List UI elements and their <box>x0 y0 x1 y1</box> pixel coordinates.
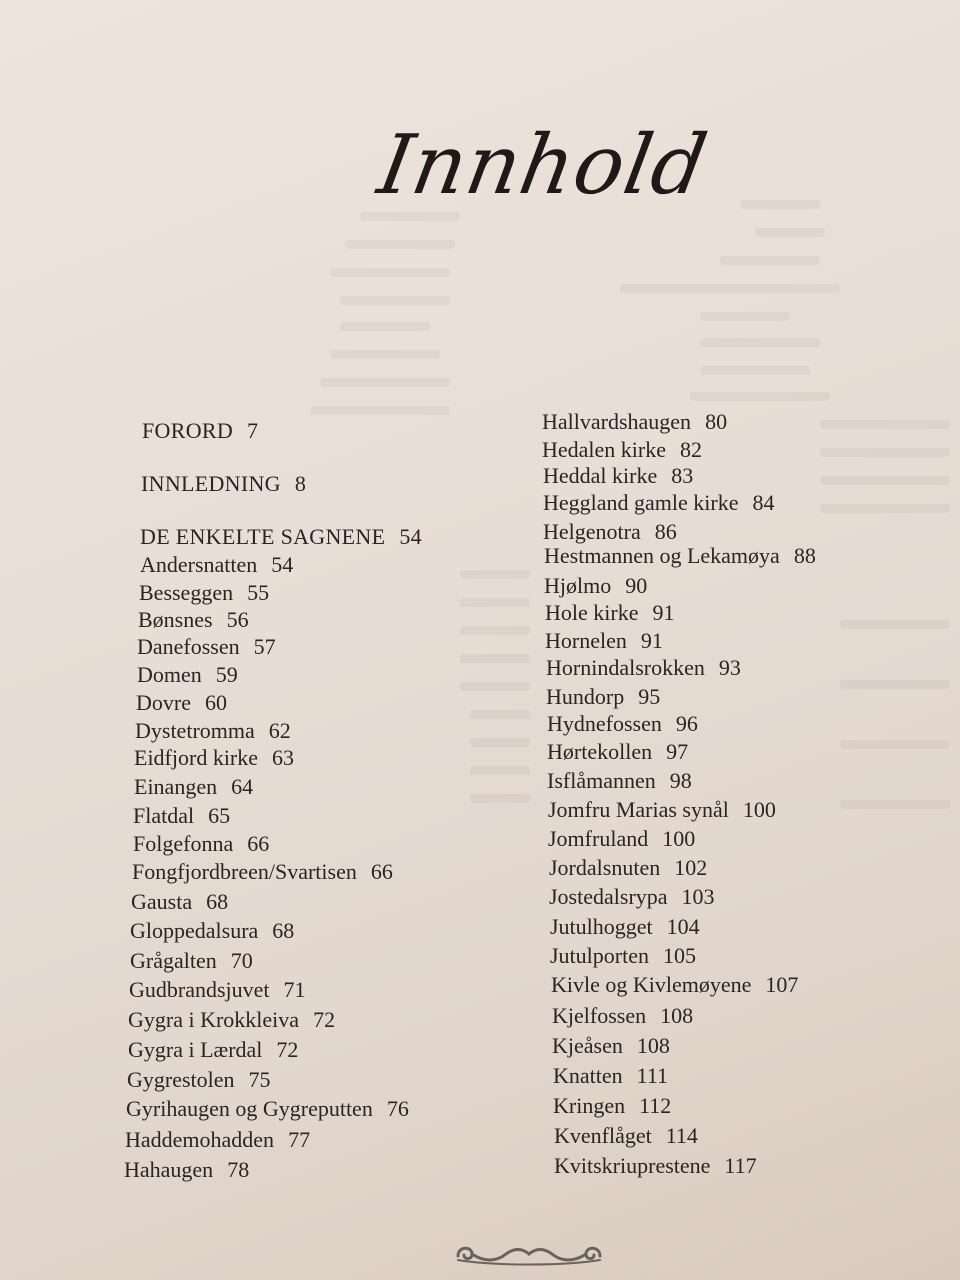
toc-entry-page: 64 <box>231 774 254 799</box>
toc-entry-label: Hundorp <box>546 684 625 709</box>
toc-entry-page: 54 <box>271 552 294 577</box>
toc-entry-page: 63 <box>272 745 295 770</box>
toc-entry-label: Isflåmannen <box>547 768 656 793</box>
toc-entry-label: Knatten <box>553 1063 623 1088</box>
toc-entry <box>545 630 663 652</box>
toc-entry-label: Kvitskriuprestene <box>554 1153 711 1178</box>
toc-entry-page: 77 <box>288 1127 311 1152</box>
toc-entry <box>547 741 688 763</box>
toc-entry <box>137 636 276 658</box>
toc-entry-label: Heggland gamle kirke <box>543 490 739 515</box>
toc-entry-page: 88 <box>793 543 816 568</box>
toc-entry-label: Heddal kirke <box>543 463 658 488</box>
toc-entry-page: 80 <box>705 409 728 434</box>
toc-entry-label: Hahaugen <box>124 1157 214 1182</box>
toc-entry <box>551 974 798 996</box>
toc-entry <box>547 713 698 735</box>
toc-entry <box>554 1125 698 1147</box>
toc-entry-page: 75 <box>248 1067 271 1092</box>
toc-section-page: 8 <box>294 471 307 496</box>
toc-entry <box>133 833 269 855</box>
toc-entry-label: Helgenotra <box>543 519 641 544</box>
toc-entry-label: Gausta <box>131 889 193 914</box>
toc-entry-page: 57 <box>253 634 276 659</box>
toc-entry <box>548 799 776 821</box>
toc-entry-page: 103 <box>681 884 715 909</box>
toc-entry-label: Besseggen <box>139 580 234 605</box>
toc-entry <box>547 770 692 792</box>
toc-entry-page: 72 <box>276 1037 299 1062</box>
toc-section <box>142 420 258 442</box>
toc-entry <box>552 1005 693 1027</box>
toc-entry <box>129 979 306 1001</box>
toc-entry <box>130 920 294 942</box>
toc-entry <box>128 1039 298 1061</box>
toc-entry-label: Gudbrandsjuvet <box>129 977 270 1002</box>
toc-entry-page: 91 <box>640 628 663 653</box>
toc-entry-page: 111 <box>636 1063 669 1088</box>
toc-entry <box>128 1009 335 1031</box>
toc-entry-page: 71 <box>283 977 306 1002</box>
toc-entry-label: Hestmannen og Lekamøya <box>544 543 780 568</box>
toc-entry-page: 65 <box>208 803 231 828</box>
scroll-flourish-icon <box>454 1238 604 1268</box>
toc-entry <box>544 545 816 567</box>
toc-entry <box>127 1069 271 1091</box>
toc-entry-label: Kvenflåget <box>554 1123 652 1148</box>
toc-entry-label: Grågalten <box>130 948 217 973</box>
toc-entry-page: 114 <box>665 1123 698 1148</box>
toc-entry-page: 91 <box>652 600 675 625</box>
toc-entry <box>549 886 715 908</box>
toc-entry-page: 108 <box>660 1003 694 1028</box>
toc-entry-page: 78 <box>227 1157 250 1182</box>
toc-entry-label: Hedalen kirke <box>542 437 666 462</box>
toc-entry-page: 98 <box>669 768 692 793</box>
toc-entry <box>134 776 253 798</box>
toc-entry-label: Jomfru Marias synål <box>548 797 729 822</box>
toc-entry-page: 107 <box>765 972 799 997</box>
toc-entry-label: Haddemohadden <box>125 1127 275 1152</box>
toc-entry-page: 105 <box>663 943 696 968</box>
toc-entry <box>130 950 253 972</box>
toc-entry <box>542 411 727 433</box>
toc-entry <box>138 609 249 631</box>
toc-section-label: INNLEDNING <box>141 471 281 496</box>
toc-entry-label: Hallvardshaugen <box>542 409 692 434</box>
toc-section-label: FORORD <box>142 418 234 443</box>
toc-entry-page: 66 <box>370 859 393 884</box>
toc-entry-page: 112 <box>639 1093 672 1118</box>
toc-entry-label: Kjeåsen <box>552 1033 623 1058</box>
toc-entry <box>550 916 700 938</box>
toc-entry-label: Dystetromma <box>135 718 255 743</box>
toc-entry <box>126 1098 409 1120</box>
toc-entry-label: Folgefonna <box>133 831 234 856</box>
toc-entry <box>553 1095 671 1117</box>
toc-entry <box>550 945 696 967</box>
toc-entry-label: Bønsnes <box>138 607 213 632</box>
toc-entry-label: Domen <box>137 662 202 687</box>
toc-entry-page: 56 <box>226 607 249 632</box>
toc-entry-label: Hørtekollen <box>547 739 653 764</box>
toc-entry <box>137 664 238 686</box>
toc-section-page: 54 <box>399 524 422 549</box>
toc-entry-page: 59 <box>215 662 238 687</box>
toc-entry-page: 82 <box>680 437 702 462</box>
toc-entry-page: 102 <box>674 855 708 880</box>
toc-entry <box>552 1035 670 1057</box>
toc-entry-page: 86 <box>654 519 677 544</box>
toc-entry <box>543 465 693 487</box>
toc-entry <box>125 1129 310 1151</box>
toc-entry <box>543 521 677 543</box>
toc-entry-page: 62 <box>268 718 291 743</box>
toc-entry-label: Kringen <box>553 1093 626 1118</box>
toc-entry-page: 100 <box>662 826 696 851</box>
toc-entry-label: Andersnatten <box>140 552 258 577</box>
toc-entry-label: Hydnefossen <box>547 711 662 736</box>
toc-entry-page: 97 <box>666 739 689 764</box>
toc-entry <box>124 1159 249 1181</box>
toc-entry <box>134 747 294 769</box>
toc-entry-label: Einangen <box>134 774 218 799</box>
toc-entry <box>544 575 647 597</box>
toc-section <box>140 526 422 548</box>
toc-entry <box>548 828 695 850</box>
toc-entry <box>553 1065 668 1087</box>
toc-entry <box>543 492 775 514</box>
toc-entry <box>546 657 741 679</box>
toc-entry-page: 76 <box>386 1096 409 1121</box>
toc-entry-label: Fongfjordbreen/Svartisen <box>132 859 357 884</box>
toc-entry-page: 84 <box>752 490 775 515</box>
toc-section-page: 7 <box>247 418 259 443</box>
toc-entry <box>545 602 674 624</box>
toc-entry-label: Jutulporten <box>550 943 649 968</box>
toc-entry-page: 108 <box>636 1033 670 1058</box>
toc-entry-label: Gloppedalsura <box>130 918 259 943</box>
toc-entry <box>132 861 393 883</box>
toc-entry-page: 96 <box>675 711 698 736</box>
toc-entry <box>133 805 230 827</box>
toc-entry-label: Dovre <box>136 690 191 715</box>
toc-entry-page: 100 <box>742 797 776 822</box>
toc-entry <box>136 692 227 714</box>
toc-entry-page: 68 <box>206 889 229 914</box>
toc-entry-label: Hornelen <box>545 628 627 653</box>
toc-entry-page: 72 <box>313 1007 336 1032</box>
toc-entry-page: 55 <box>247 580 270 605</box>
toc-entry-label: Gygra i Lærdal <box>128 1037 263 1062</box>
toc-entry-label: Hole kirke <box>545 600 639 625</box>
toc-entry <box>139 582 269 604</box>
toc-entry-label: Flatdal <box>133 803 195 828</box>
toc-entry-label: Kjelfossen <box>552 1003 647 1028</box>
toc-entry <box>542 439 702 461</box>
toc-entry-label: Gyrihaugen og Gygreputten <box>126 1096 373 1121</box>
toc-entry-page: 117 <box>724 1153 757 1178</box>
toc-entry-page: 68 <box>272 918 295 943</box>
page-title: Innhold <box>371 118 715 213</box>
toc-entry <box>546 686 660 708</box>
toc-entry-label: Hornindalsrokken <box>546 655 705 680</box>
toc-entry <box>549 857 707 879</box>
toc-entry-page: 90 <box>625 573 648 598</box>
toc-entry-label: Jordalsnuten <box>549 855 661 880</box>
toc-entry-label: Jutulhogget <box>550 914 653 939</box>
toc-entry-label: Gygra i Krokkleiva <box>128 1007 300 1032</box>
toc-entry-label: Kivle og Kivlemøyene <box>551 972 752 997</box>
toc-section <box>141 473 306 495</box>
toc-section-label: DE ENKELTE SAGNENE <box>140 524 386 549</box>
toc-entry-page: 70 <box>230 948 253 973</box>
toc-entry-label: Jostedalsrypa <box>549 884 668 909</box>
toc-entry <box>140 554 293 576</box>
toc-entry-page: 60 <box>204 690 227 715</box>
toc-entry-label: Eidfjord kirke <box>134 745 259 770</box>
toc-entry-page: 83 <box>671 463 694 488</box>
toc-entry-page: 104 <box>666 914 700 939</box>
toc-entry-label: Jomfruland <box>548 826 649 851</box>
toc-entry-label: Danefossen <box>137 634 240 659</box>
toc-entry-page: 66 <box>247 831 270 856</box>
toc-entry <box>135 720 291 742</box>
toc-entry-page: 93 <box>718 655 741 680</box>
toc-entry <box>131 891 228 913</box>
toc-entry-label: Gygrestolen <box>127 1067 235 1092</box>
toc-entry-label: Hjølmo <box>544 573 612 598</box>
toc-entry-page: 95 <box>638 684 661 709</box>
toc-entry <box>554 1155 757 1177</box>
